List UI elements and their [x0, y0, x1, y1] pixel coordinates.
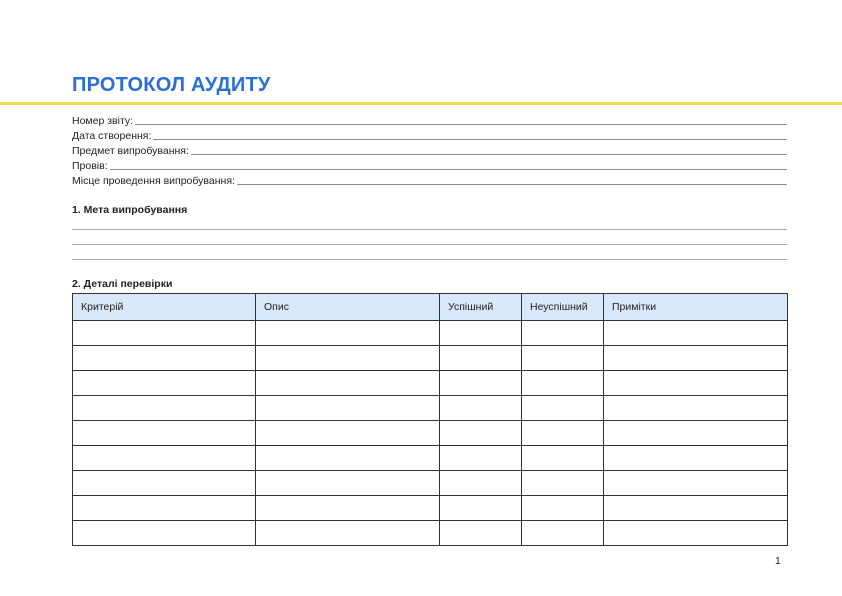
goal-writing-line[interactable]	[72, 259, 787, 260]
table-row	[73, 446, 788, 471]
failed-cell[interactable]	[522, 371, 604, 396]
notes-cell[interactable]	[604, 371, 788, 396]
notes-cell[interactable]	[604, 471, 788, 496]
report-number-input-line[interactable]	[135, 124, 787, 125]
column-header-criterion: Критерій	[73, 294, 256, 321]
notes-cell[interactable]	[604, 521, 788, 546]
notes-cell[interactable]	[604, 496, 788, 521]
description-cell[interactable]	[256, 521, 440, 546]
notes-cell[interactable]	[604, 396, 788, 421]
description-cell[interactable]	[256, 346, 440, 371]
table-row	[73, 521, 788, 546]
table-row	[73, 346, 788, 371]
passed-cell[interactable]	[440, 496, 522, 521]
criterion-cell[interactable]	[73, 471, 256, 496]
test-location-label: Місце проведення випробування:	[72, 175, 235, 187]
column-header-passed: Успішний	[440, 294, 522, 321]
table-body	[73, 321, 788, 546]
title-divider	[0, 102, 842, 105]
notes-cell[interactable]	[604, 446, 788, 471]
table-row	[73, 421, 788, 446]
failed-cell[interactable]	[522, 321, 604, 346]
test-subject-input-line[interactable]	[191, 154, 787, 155]
description-cell[interactable]	[256, 471, 440, 496]
conducted-by-input-line[interactable]	[110, 169, 787, 170]
table-header-row	[73, 294, 788, 321]
description-cell[interactable]	[256, 371, 440, 396]
page-number: 1	[775, 555, 781, 567]
goal-writing-line[interactable]	[72, 229, 787, 230]
table-row	[73, 371, 788, 396]
document-title: ПРОТОКОЛ АУДИТУ	[72, 74, 271, 96]
creation-date-field[interactable]	[72, 127, 787, 142]
test-location-field[interactable]	[72, 172, 787, 187]
failed-cell[interactable]	[522, 421, 604, 446]
passed-cell[interactable]	[440, 446, 522, 471]
report-number-field[interactable]	[72, 112, 787, 127]
description-cell[interactable]	[256, 396, 440, 421]
criterion-cell[interactable]	[73, 346, 256, 371]
criterion-cell[interactable]	[73, 446, 256, 471]
table-row	[73, 396, 788, 421]
criterion-cell[interactable]	[73, 496, 256, 521]
passed-cell[interactable]	[440, 421, 522, 446]
criterion-cell[interactable]	[73, 371, 256, 396]
column-header-notes: Примітки	[604, 294, 788, 321]
failed-cell[interactable]	[522, 521, 604, 546]
table-row	[73, 471, 788, 496]
criterion-cell[interactable]	[73, 521, 256, 546]
column-header-failed: Неуспішний	[522, 294, 604, 321]
notes-cell[interactable]	[604, 321, 788, 346]
passed-cell[interactable]	[440, 471, 522, 496]
notes-cell[interactable]	[604, 346, 788, 371]
failed-cell[interactable]	[522, 496, 604, 521]
section-details-heading: 2. Деталі перевірки	[72, 278, 173, 290]
failed-cell[interactable]	[522, 396, 604, 421]
criterion-cell[interactable]	[73, 321, 256, 346]
description-cell[interactable]	[256, 321, 440, 346]
passed-cell[interactable]	[440, 521, 522, 546]
passed-cell[interactable]	[440, 371, 522, 396]
report-info-fields	[72, 112, 787, 187]
passed-cell[interactable]	[440, 396, 522, 421]
table-row	[73, 496, 788, 521]
criterion-cell[interactable]	[73, 396, 256, 421]
table-row	[73, 321, 788, 346]
conducted-by-label: Провів:	[72, 160, 108, 172]
passed-cell[interactable]	[440, 321, 522, 346]
test-subject-label: Предмет випробування:	[72, 145, 189, 157]
criterion-cell[interactable]	[73, 421, 256, 446]
report-number-label: Номер звіту:	[72, 115, 134, 127]
description-cell[interactable]	[256, 446, 440, 471]
failed-cell[interactable]	[522, 346, 604, 371]
creation-date-input-line[interactable]	[153, 139, 787, 140]
conducted-by-field[interactable]	[72, 157, 787, 172]
goal-writing-line[interactable]	[72, 244, 787, 245]
description-cell[interactable]	[256, 421, 440, 446]
creation-date-label: Дата створення:	[72, 130, 152, 142]
failed-cell[interactable]	[522, 446, 604, 471]
test-location-input-line[interactable]	[237, 184, 787, 185]
notes-cell[interactable]	[604, 421, 788, 446]
failed-cell[interactable]	[522, 471, 604, 496]
section-goal-heading: 1. Мета випробування	[72, 204, 188, 216]
passed-cell[interactable]	[440, 346, 522, 371]
description-cell[interactable]	[256, 496, 440, 521]
column-header-description: Опис	[256, 294, 440, 321]
inspection-details-table	[72, 293, 788, 546]
test-subject-field[interactable]	[72, 142, 787, 157]
